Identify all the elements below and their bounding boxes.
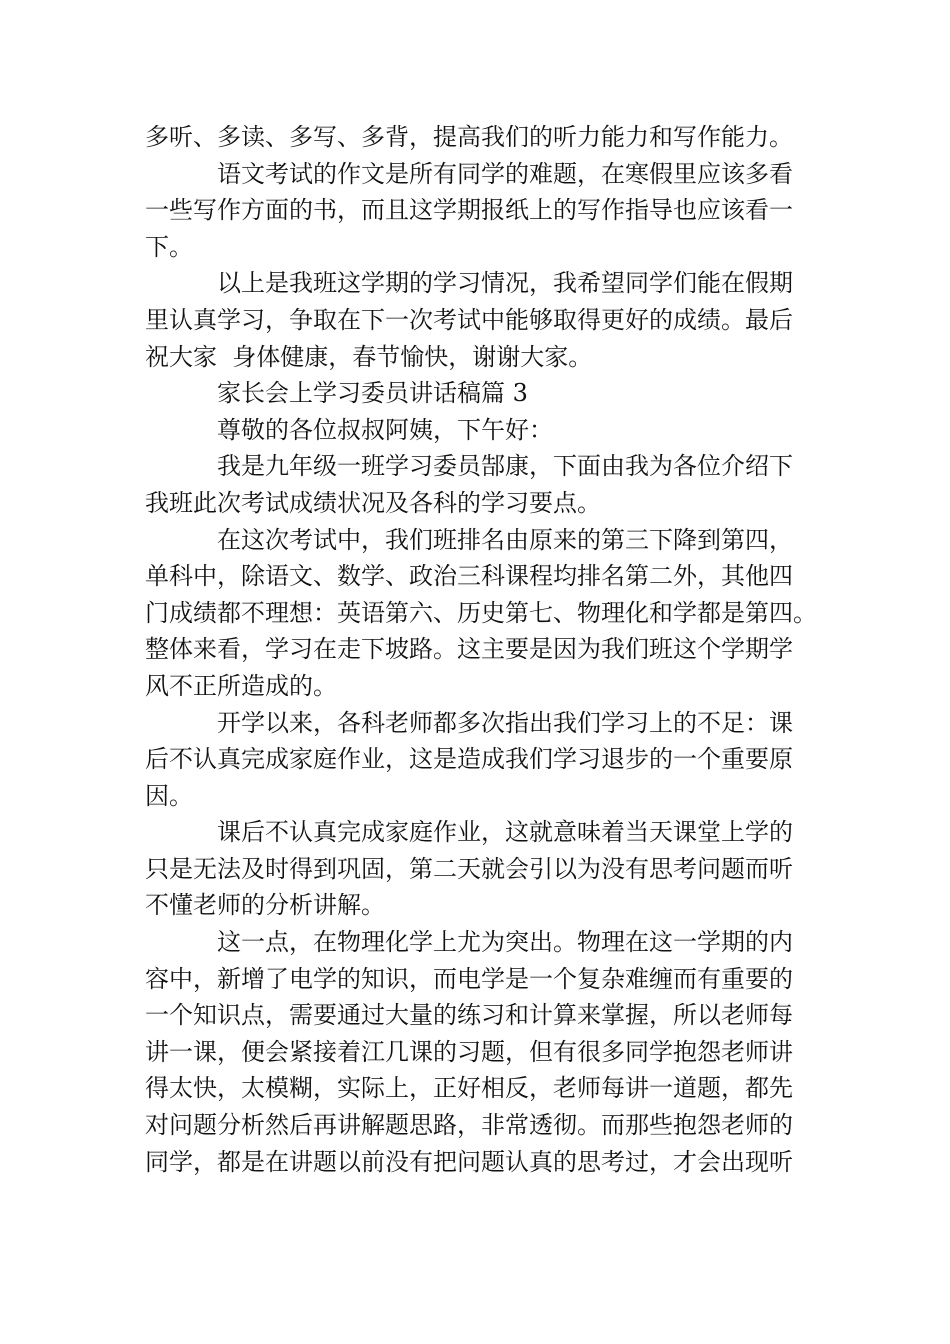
text-line: 整体来看，学习在走下坡路。这主要是因为我们班这个学期学: [145, 635, 793, 664]
text-line: 语文考试的作文是所有同学的难题，在寒假里应该多看: [217, 159, 793, 188]
text-line: 门成绩都不理想：英语第六、历史第七、物理化和学都是第四。: [145, 598, 817, 627]
text-line: 不懂老师的分析讲解。: [145, 891, 385, 920]
text-line: 课后不认真完成家庭作业，这就意味着当天课堂上学的: [217, 818, 793, 847]
text-line: 单科中，除语文、数学、政治三科课程均排名第二外，其他四: [145, 562, 793, 591]
text-line: 因。: [145, 781, 193, 810]
text-line: 容中，新增了电学的知识，而电学是一个复杂难缠而有重要的: [145, 964, 793, 993]
text-line: 里认真学习，争取在下一次考试中能够取得更好的成绩。最后: [145, 305, 793, 334]
text-line: 只是无法及时得到巩固，第二天就会引以为没有思考问题而听: [145, 854, 793, 883]
text-line: 在这次考试中，我们班排名由原来的第三下降到第四，: [217, 525, 793, 554]
text-line: 一个知识点，需要通过大量的练习和计算来掌握，所以老师每: [145, 1001, 793, 1030]
text-line: 开学以来，各科老师都多次指出我们学习上的不足：课: [217, 708, 793, 737]
text-line: 我班此次考试成绩状况及各科的学习要点。: [145, 488, 601, 517]
text-line: 同学，都是在讲题以前没有把问题认真的思考过，才会出现听: [145, 1147, 793, 1176]
salutation: 尊敬的各位叔叔阿姨，下午好：: [217, 415, 553, 444]
text-line: 多听、多读、多写、多背，提高我们的听力能力和写作能力。: [145, 123, 793, 151]
text-line: 讲一课，便会紧接着江几课的习题，但有很多同学抱怨老师讲: [145, 1037, 793, 1066]
text-line: 我是九年级一班学习委员郜康，下面由我为各位介绍下: [217, 452, 793, 481]
text-line: 得太快，太模糊，实际上，正好相反，老师每讲一道题，都先: [145, 1074, 793, 1103]
text-line: 以上是我班这学期的学习情况，我希望同学们能在假期: [217, 269, 793, 298]
text-line: 下。: [145, 232, 193, 261]
text-line: 一些写作方面的书，而且这学期报纸上的写作指导也应该看一: [145, 196, 793, 225]
text-line: 这一点，在物理化学上尤为突出。物理在这一学期的内: [217, 928, 793, 957]
text-line: 风不正所造成的。: [145, 671, 337, 700]
document-body: [145, 119, 817, 1180]
text-line: 祝大家 身体健康，春节愉快，谢谢大家。: [145, 342, 593, 371]
text-line: 后不认真完成家庭作业，这是造成我们学习退步的一个重要原: [145, 745, 793, 774]
section-heading: 家长会上学习委员讲话稿篇 3: [217, 379, 528, 408]
text-line: 对问题分析然后再讲解题思路，非常透彻。而那些抱怨老师的: [145, 1111, 793, 1140]
